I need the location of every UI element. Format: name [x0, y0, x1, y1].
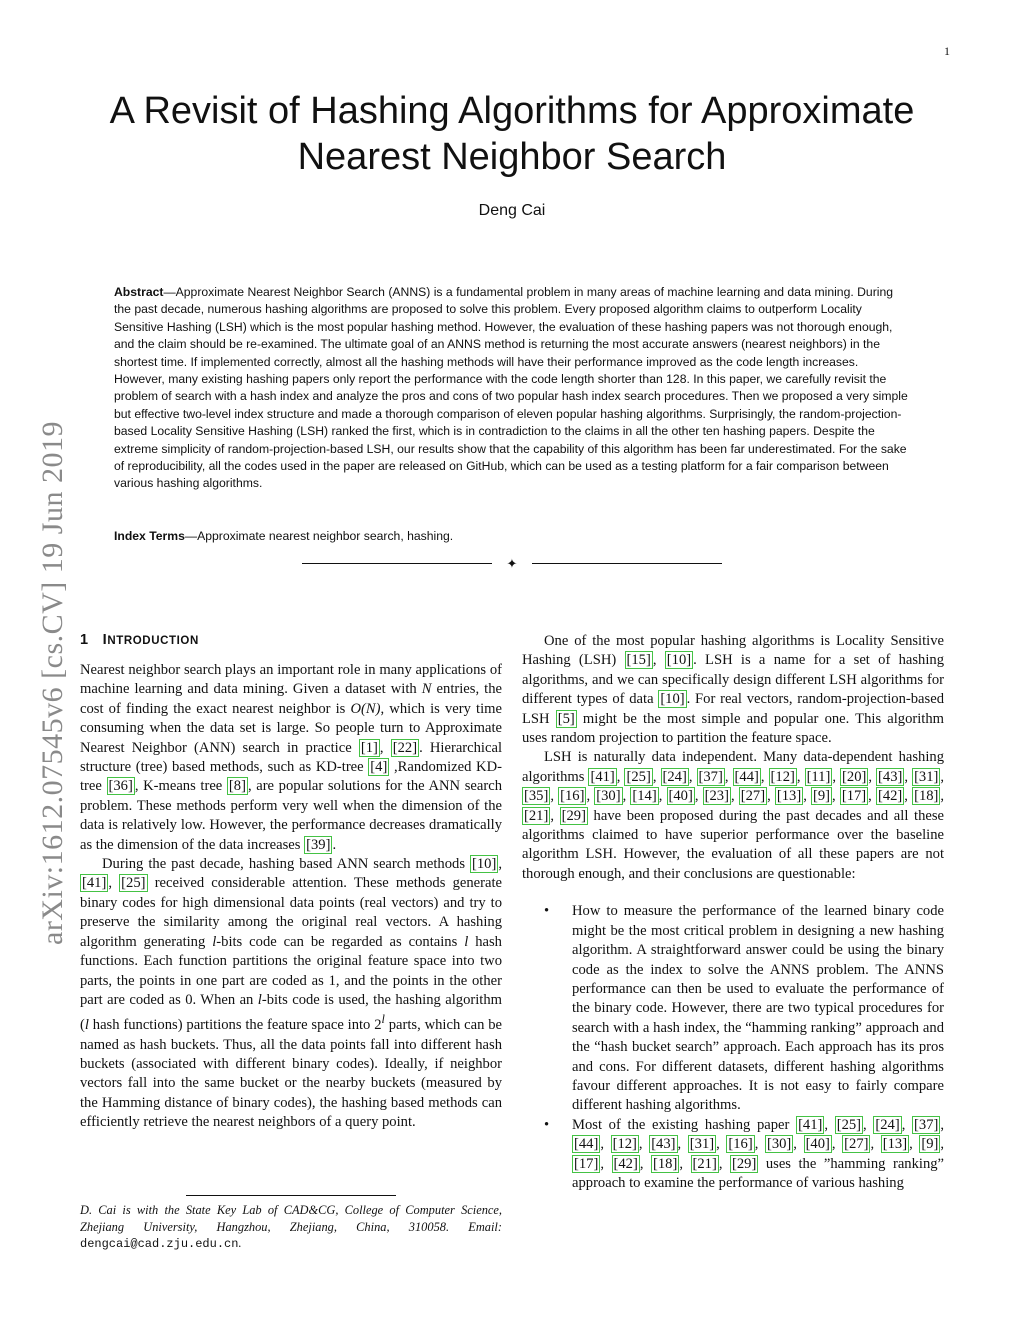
citation-link[interactable]: [27]: [740, 788, 766, 805]
citation-link[interactable]: [42]: [877, 788, 903, 805]
citation-link[interactable]: [1]: [360, 739, 378, 756]
page-number: 1: [944, 44, 950, 58]
citation-link[interactable]: [9]: [813, 788, 831, 805]
citation-link[interactable]: [43]: [651, 1136, 676, 1153]
lsh-paragraph: One of the most popular hashing algorithms is Locality Sensitive Hashing (LSH) [15] , [10] . LSH is a name for a set of hashing algorithms, and we can specifically design different LSH algorithms for different types of data [10] . For real vectors, random-projection-based LSH [5] might be the most simple and popular one. This algorithm uses random projection to partition the feature space.: [522, 633, 945, 747]
citation-link[interactable]: [41]: [590, 768, 615, 785]
citation-link[interactable]: [17]: [574, 1155, 599, 1172]
section-title-rest: NTRODUCTION: [107, 635, 199, 647]
left-column: [80, 661, 502, 1133]
paper-title: [60, 88, 964, 180]
citation-list: [41] , [25] , [24] , [37] , [44] , [12] , [43] , [31] , [16] , [30] , [40] , [27] , [13] , [9] , [17] , [42] , [18] , [21] , [29]: [574, 1116, 945, 1172]
footnote-rule: [186, 1195, 396, 1196]
citation-link[interactable]: [10]: [660, 691, 685, 708]
citation-link[interactable]: [24]: [662, 768, 687, 785]
citation-link[interactable]: [25]: [626, 768, 651, 785]
section-heading: [80, 632, 199, 648]
bullet-icon: •: [544, 903, 550, 920]
citation-link[interactable]: [30]: [766, 1136, 792, 1153]
citation-link[interactable]: [25]: [121, 875, 146, 892]
citation-link[interactable]: [16]: [560, 788, 585, 805]
divider-diamond-icon: ✦: [506, 556, 518, 571]
citation-link[interactable]: [42]: [613, 1155, 638, 1172]
citation-link[interactable]: [16]: [728, 1136, 753, 1153]
citation-link[interactable]: [12]: [770, 768, 795, 785]
title-line-2: Nearest Neighbor Search: [297, 136, 727, 178]
citation-link[interactable]: [44]: [574, 1136, 599, 1153]
citation-link[interactable]: [23]: [704, 788, 729, 805]
title-line-1: A Revisit of Hashing Algorithms for Approximate: [109, 90, 915, 132]
bullet-item: • Most of the existing hashing paper [41] , [25] , [24] , [37] , [44] , [12] , [43] , [31] , [16] , [30] , [40] , [27] , [13] , [9] , [17] , [42] , [18] , [21] , [29] uses the ”hamming ranking” approach to examine the performance of various hashing: [544, 1116, 945, 1191]
citation-link[interactable]: [24]: [875, 1116, 900, 1133]
citation-link[interactable]: [40]: [668, 788, 693, 805]
citation-link[interactable]: [41]: [82, 875, 107, 892]
section-divider: [302, 556, 722, 572]
arxiv-stamp: arXiv:1612.07545v6 [cs.CV] 19 Jun 2019: [36, 421, 69, 945]
citation-link[interactable]: [10]: [472, 856, 497, 873]
citation-link[interactable]: [17]: [841, 788, 867, 805]
citation-link[interactable]: [21]: [692, 1155, 717, 1172]
citation-link[interactable]: [15]: [626, 652, 651, 669]
citation-link[interactable]: [9]: [921, 1136, 939, 1153]
citation-link[interactable]: [40]: [805, 1136, 830, 1153]
bullet-item: [522, 902, 944, 1115]
citation-link[interactable]: [30]: [596, 788, 621, 805]
citation-link[interactable]: [12]: [612, 1136, 637, 1153]
data-dependent-paragraph: LSH is naturally data independent. Many data-dependent hashing algorithms [41] , [25] , [24] , [37] , [44] , [12] , [11] , [20] , [43] , [31] , [35] , [16] , [30] , [14] , [40] , [23] , [27] , [13] , [9] , [17] , [42] , [18] , [21] , [29] have been proposed during the past decades and all these algorithms claimed to have superior performance over the baseline algorithm LSH. However, the evaluation of all these papers are not thorough enough, and their conclusions are questionable:: [522, 749, 945, 882]
citation-link[interactable]: [39]: [306, 836, 331, 853]
abstract: [114, 284, 910, 493]
citation-link[interactable]: [44]: [734, 768, 759, 785]
index-terms-text: —Approximate nearest neighbor search, hashing.: [184, 529, 454, 543]
author-footnote: D. Cai is with the State Key Lab of CAD&CG, College of Computer Science, Zhejiang University, Hangzhou, Zhejiang, China, 310058. Email: dengcai@cad.zju.edu.cn.: [80, 1203, 502, 1252]
author-email[interactable]: dengcai@cad.zju.edu.cn: [80, 1237, 239, 1252]
citation-link[interactable]: [22]: [392, 739, 418, 756]
citation-link[interactable]: [36]: [108, 778, 133, 795]
citation-link[interactable]: [21]: [524, 807, 549, 824]
citation-link[interactable]: [18]: [914, 788, 939, 805]
citation-link[interactable]: [37]: [914, 1116, 939, 1133]
citation-link[interactable]: [8]: [228, 778, 246, 795]
abstract-text: —Approximate Nearest Neighbor Search (ANNS) is a fundamental problem in many areas of machine learning and data mining. During the past decade, numerous hashing algorithms are proposed to solve this problem. Every proposed algorithm claims to outperform Locality Sensitive Hashing (LSH) which is the most popular hashing method. However, the evaluation of these hashing papers was not thorough enough, and the claim should be re-examined. The ultimate goal of an ANNS method is returning the most accurate answers (nearest neighbors) in the shortest time. If implemented correctly, almost all the hashing methods will have their performance improved as the code length increases. However, many existing hashing papers only report the performance with the code length shorter than 128. In this paper, we carefully revisit the problem of search with a hash index and analyze the pros and cons of two popular hash index search procedures. Then we proposed a very simple but effective two-level index structure and made a thorough comparison of eleven popular hashing algorithms. Surprisingly, the random-projection-based Locality Sensitive Hashing (LSH) ranked the first, which is in contradiction to the claims in all the other ten hashing papers. Despite the extreme simplicity of random-projection-based LSH, our results show that the capability of this algorithm has been far underestimated. For the sake of reproducibility, all the codes used in the paper are released on GitHub, which can be used as a testing platform for a fair comparison between various hashing algorithms.: [114, 285, 908, 491]
bullet-text: How to measure the performance of the learned binary code might be the most critical problem in designing a new hashing algorithm. A straightforward answer could be using the binary code as the index to solve the ANNS problem. The ANNS performance can then be used to evaluate the performance of the binary code. However, there are two typical procedures for search with a hash index, the “hamming ranking” approach and the “hash bucket search” approach. Each approach has its pros and cons. For different datasets, different hashing algorithms favour different approaches. It is not easy to fairly compare different hashing algorithms.: [572, 903, 944, 1114]
citation-link[interactable]: [37]: [698, 768, 723, 785]
citation-link[interactable]: [18]: [653, 1155, 678, 1172]
citation-link[interactable]: [31]: [689, 1136, 715, 1153]
divider-line-left: [302, 563, 492, 564]
citation-link[interactable]: [29]: [561, 807, 586, 824]
intro-paragraph-1: Nearest neighbor search plays an important role in many applications of machine learning and data mining. Given a dataset with N entries, the cost of finding the exact nearest neighbor is O(N), which is very time consuming when the data set is large. So people turn to Approximate Nearest Neighbor (ANN) search in practice [1] , [22] . Hierarchical structure (tree) based methods, such as KD-tree [4] ,Randomized KD-tree [36] , K-means tree [8] , are popular solutions for the ANN search problem. These methods perform very well when the dimension of the data is relatively low. However, the performance decreases dramatically as the dimension of the data increases [39] .: [80, 662, 502, 853]
citation-link[interactable]: [20]: [842, 768, 867, 785]
divider-line-right: [532, 563, 722, 564]
citation-list: [41] , [25] , [24] , [37] , [44] , [12] , [11] , [20] , [43] , [31] , [35] , [16] , [30] , [14] , [40] , [23] , [27] , [13] , [9] , [17] , [42] , [18] , [21] , [29]: [524, 768, 945, 824]
abstract-label: Abstract: [114, 285, 164, 299]
citation-link[interactable]: [4]: [370, 759, 388, 776]
citation-link[interactable]: [14]: [632, 788, 657, 805]
citation-link[interactable]: [11]: [806, 768, 831, 785]
citation-link[interactable]: [29]: [732, 1155, 757, 1172]
citation-link[interactable]: [13]: [882, 1136, 908, 1153]
right-column: [522, 632, 944, 1193]
index-terms: [114, 528, 910, 545]
citation-link[interactable]: [31]: [914, 768, 939, 785]
author-name: Deng Cai: [478, 202, 546, 219]
intro-paragraph-2: During the past decade, hashing based ANN search methods [10] , [41] , [25] received considerable attention. These methods generate binary codes for high dimensional data points (real vectors) and try to preserve the similarity among the original real vectors. A hashing algorithm generating l-bits code can be regarded as contains l hash functions. Each function partitions the original feature space into two parts, the points in one part are coded as 1, and the points in the other part are coded as 0. When an l-bits code is used, the hashing algorithm (l hash functions) partitions the feature space into 2$^l$ parts, which can be named as hash buckets. Thus, all the data points fall into different hash buckets (associated with different binary codes). Ideally, if neighbor vectors fall into the same bucket or the nearby buckets (measured by the Hamming distance of binary codes), the hashing based methods can efficiently retrieve the nearest neighbors of a query point.: [80, 856, 502, 1131]
section-number: 1: [80, 632, 89, 648]
citation-link[interactable]: [43]: [878, 768, 903, 785]
citation-link[interactable]: [5]: [557, 710, 575, 727]
citation-link[interactable]: [35]: [524, 788, 549, 805]
citation-link[interactable]: [25]: [836, 1116, 862, 1133]
citation-link[interactable]: [41]: [798, 1116, 823, 1133]
index-terms-label: Index Terms: [114, 529, 185, 543]
citation-link[interactable]: [10]: [666, 652, 692, 669]
citation-link[interactable]: [13]: [776, 788, 802, 805]
citation-link[interactable]: [27]: [844, 1136, 869, 1153]
bullet-icon: •: [544, 1116, 550, 1133]
section-title-initial: I: [102, 632, 108, 648]
